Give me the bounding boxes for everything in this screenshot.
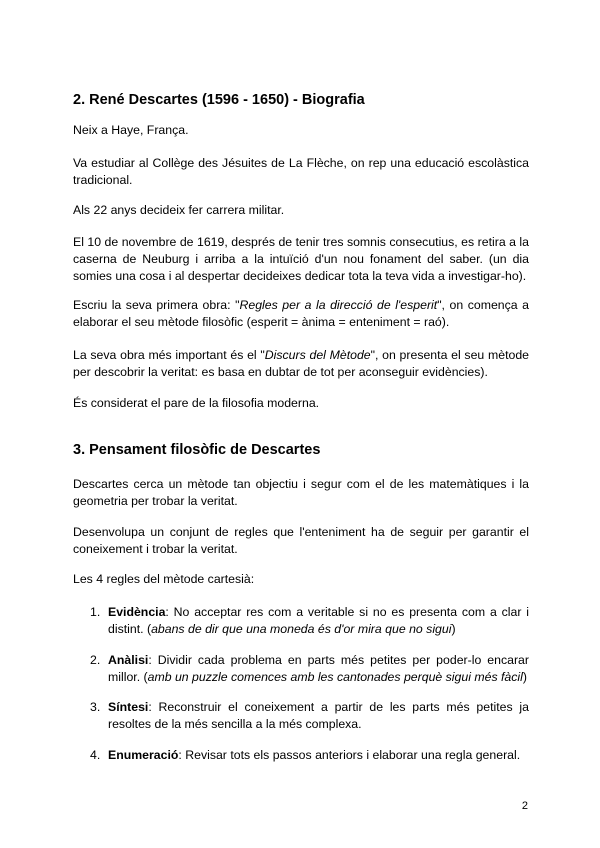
rule-term: Enumeració — [108, 748, 179, 762]
page-number: 2 — [521, 800, 528, 812]
dreams-paragraph: El 10 de novembre de 1619, després de tenir tres somnis consecutius, es retira a la caserna de Neuburg i arriba a la intuïció d'un nou fonament del saber. (un dia somies una cosa i al despertar decideixes dedicar tota la teva vida a investigar-ho). — [73, 235, 529, 283]
main-work-before: La seva obra més important és el " — [73, 348, 265, 362]
rules-paragraph: Desenvolupa un conjunt de regles que l'enteniment ha de seguir per garantir el coneixement i trobar la veritat. — [73, 525, 529, 556]
first-work-before: Escriu la seva primera obra: " — [73, 298, 240, 312]
list-number: 2. — [90, 653, 101, 667]
education-paragraph: Va estudiar al Collège des Jésuites de La Flèche, on rep una educació escolàstica tradicional. — [73, 156, 529, 187]
rule-close: ) — [522, 670, 527, 684]
rule-text: : Reconstruir el coneixement a partir de les parts més petites ja resoltes de la més sencilla a la més complexa. — [108, 700, 529, 731]
rule-term: Síntesi — [108, 700, 149, 714]
main-work-title: Discurs del Mètode — [264, 348, 371, 362]
modern-philosophy-paragraph: És considerat el pare de la filosofia moderna. — [73, 396, 320, 410]
list-text — [108, 699, 529, 733]
rule-example: amb un puzzle comences amb les cantonades perquè sigui més fàcil — [147, 670, 523, 684]
military-paragraph: Als 22 anys decideix fer carrera militar. — [73, 203, 285, 217]
first-work-after: ", on comença a elaborar el seu mètode filosòfic (esperit = ànima = enteniment = raó). — [73, 298, 529, 329]
rules-intro: Les 4 regles del mètode cartesià: — [73, 572, 255, 586]
list-text — [108, 747, 529, 764]
section-3-heading: 3. Pensament filosòfic de Descartes — [73, 442, 321, 458]
main-work-paragraph — [73, 347, 529, 381]
first-work-paragraph — [73, 297, 529, 331]
list-number: 3. — [90, 700, 101, 714]
birth-paragraph: Neix a Haye, França. — [73, 123, 189, 137]
rule-text: : No acceptar res com a veritable si no es presenta com a clar i distint. ( — [108, 605, 529, 636]
rule-close: ) — [451, 622, 456, 636]
rule-term: Evidència — [108, 605, 166, 619]
main-work-after: ", on presenta el seu mètode per descobrir la veritat: es basa en dubtar de tot per aconseguir evidències). — [73, 348, 529, 379]
rule-text: : Dividir cada problema en parts més petites per poder-lo encarar millor. ( — [108, 653, 529, 684]
list-number: 1. — [90, 605, 101, 619]
first-work-title: Regles per a la direcció de l'esperit — [239, 298, 438, 312]
rule-example: abans de dir que una moneda és d'or mira que no sigui — [151, 622, 452, 636]
list-text — [108, 652, 529, 686]
section-2-heading: 2. René Descartes (1596 - 1650) - Biografia — [73, 92, 365, 108]
rule-term: Anàlisi — [108, 653, 149, 667]
rule-text: : Revisar tots els passos anteriors i elaborar una regla general. — [178, 748, 521, 762]
list-text — [108, 604, 529, 638]
list-number: 4. — [90, 748, 101, 762]
method-paragraph: Descartes cerca un mètode tan objectiu i segur com el de les matemàtiques i la geometria per trobar la veritat. — [73, 477, 529, 508]
